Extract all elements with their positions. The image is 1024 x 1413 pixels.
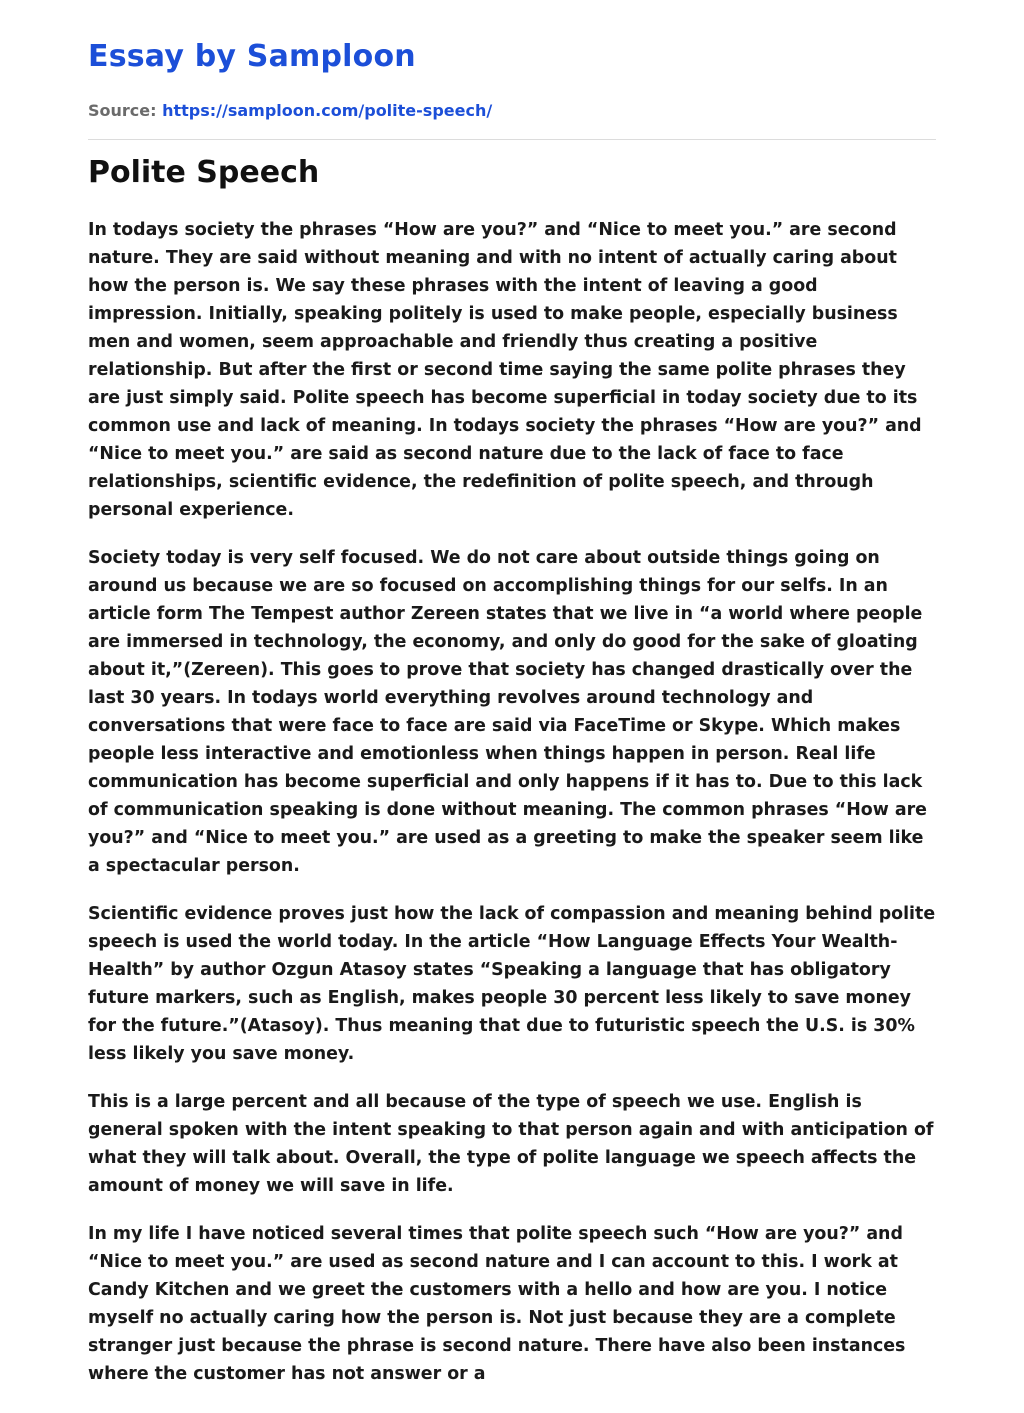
source-line <box>88 100 936 122</box>
header-divider <box>88 139 936 140</box>
essay-paragraph: In my life I have noticed several times that polite speech such “How are you?” and “Nice to meet you.” are used as second nature and I can account to this. I work at Candy Kitchen and we greet the customers with a hello and how are you. I notice myself no actually caring how the person is. Not just because they are a complete stranger just because the phrase is second nature. There have also been instances where the customer has not answer or a <box>88 1224 906 1384</box>
document-page <box>88 0 936 1408</box>
essay-title: Polite Speech <box>88 155 320 190</box>
essay-body <box>88 216 936 1388</box>
site-brand-title: Essay by Samploon <box>88 39 416 74</box>
source-label: Source: <box>88 101 157 120</box>
essay-paragraph: Scientific evidence proves just how the lack of compassion and meaning behind polite speech is used the world today. In the article “How Language Effects Your Wealth-Health” by author Ozgun Atasoy states “Speaking a language that has obligatory future markers, such as English, makes people 30 percent less likely to save money for the future.”(Atasoy). Thus meaning that due to futuristic speech the U.S. is 30% less likely you save money. <box>88 904 936 1064</box>
essay-paragraph: In todays society the phrases “How are you?” and “Nice to meet you.” are second nature. They are said without meaning and with no intent of actually caring about how the person is. We say these phrases with the intent of leaving a good impression. Initially, speaking politely is used to make people, especially business men and women, seem approachable and friendly thus creating a positive relationship. But after the first or second time saying the same polite phrases they are just simply said. Polite speech has become superficial in today society due to its common use and lack of meaning. In todays society the phrases “How are you?” and “Nice to meet you.” are said as second nature due to the lack of face to face relationships, scientific evidence, the redefinition of polite speech, and through personal experience. <box>88 220 922 520</box>
essay-paragraph: Society today is very self focused. We do not care about outside things going on around us because we are so focused on accomplishing things for our selfs. In an article form The Tempest author Zereen states that we live in “a world where people are immersed in technology, the economy, and only do good for the sake of gloating about it,”(Zereen). This goes to prove that society has changed drastically over the last 30 years. In todays world everything revolves around technology and conversations that were face to face are said via FaceTime or Skype. Which makes people less interactive and emotionless when things happen in person. Real life communication has become superficial and only happens if it has to. Due to this lack of communication speaking is done without meaning. The common phrases “How are you?” and “Nice to meet you.” are used as a greeting to make the speaker seem like a spectacular person. <box>88 548 927 876</box>
essay-paragraph: This is a large percent and all because of the type of speech we use. English is general spoken with the intent speaking to that person again and with anticipation of what they will talk about. Overall, the type of polite language we speech affects the amount of money we will save in life. <box>88 1092 934 1196</box>
source-link[interactable]: https://samploon.com/polite-speech/ <box>162 101 493 120</box>
